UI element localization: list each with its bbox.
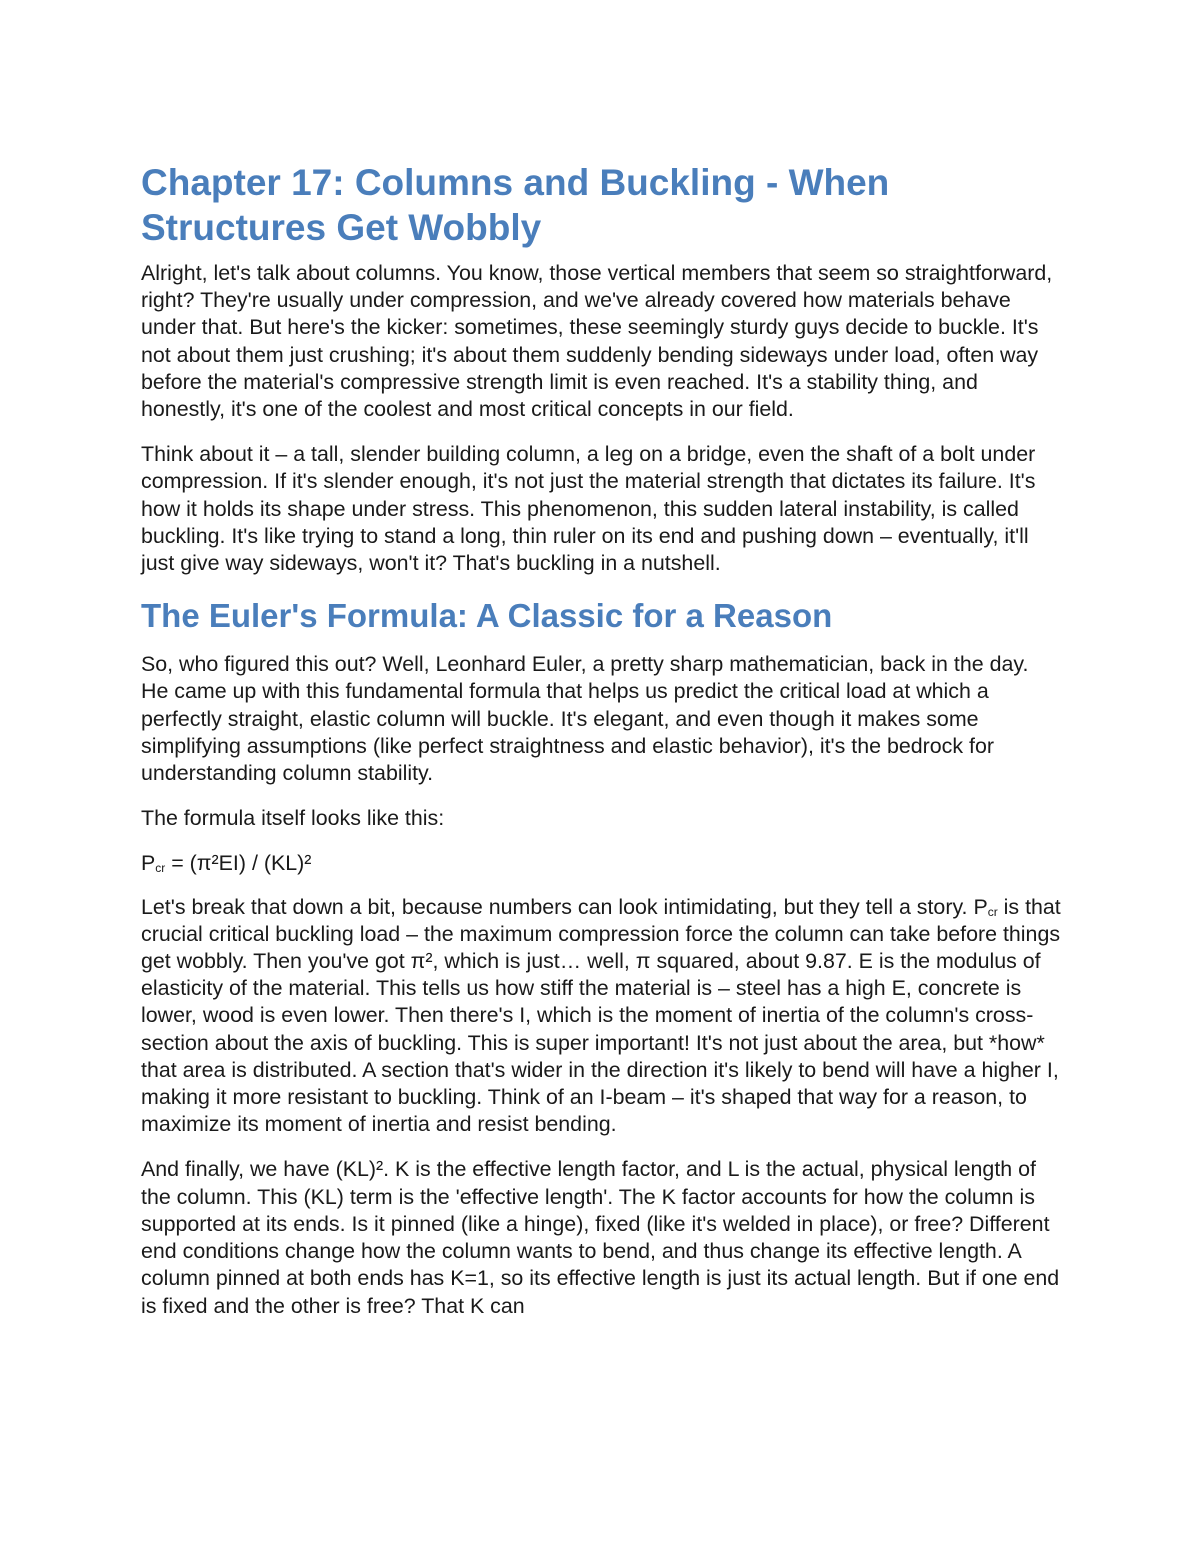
formula-symbol: P [141, 851, 156, 876]
euler-paragraph-2: The formula itself looks like this: [141, 806, 445, 831]
section-heading-euler: The Euler's Formula: A Classic for a Reason [141, 597, 833, 635]
chapter-title: Chapter 17: Columns and Buckling - When Structures Get Wobbly [141, 162, 890, 248]
formula-expression: = (π²EI) / (KL)² [165, 851, 312, 876]
euler-paragraph-4: And finally, we have (KL)². K is the effective length factor, and L is the actual, physical length of the column. This (KL) term is the 'effective length'. The K factor accounts for how the column is supported at its ends. Is it pinned (like a hinge), fixed (like it's welded in place), or free? Different end conditions change how the column wants to bend, and thus change its effective length. A column pinned at both ends has K=1, so its effective length is just its actual length. But if one end is fixed and the other is free? That K can [141, 1157, 1060, 1318]
euler-paragraph-1: So, who figured this out? Well, Leonhard Euler, a pretty sharp mathematician, back in the day. He came up with this fundamental formula that helps us predict the critical load at which a perfectly straight, elastic column will buckle. It's elegant, and even though it makes some simplifying assumptions (like perfect straightness and elastic behavior), it's the bedrock for understanding column stability. [141, 652, 1029, 786]
formula-subscript: cr [155, 861, 166, 876]
inline-subscript: cr [987, 904, 998, 919]
paragraph-body: is that crucial critical buckling load – the maximum compression force the column can take before things get wobbly. Then you've got π², which is just… well, π squared, about 9.87. E is the modulus of elasticity of the material. This tells us how stiff the material is – steel has a high E, concrete is lower, wood is even lower. Then there's I, which is the moment of inertia of the column's cross-section about the axis of buckling. This is super important! It's not just about the area, but *how* that area is distributed. A section that's wider in the direction it's likely to bend will have a higher I, making it more resistant to buckling. Think of an I-beam – it's shaped that way for a reason, to maximize its moment of inertia and resist bending. [141, 894, 1061, 1137]
intro-paragraph-1: Alright, let's talk about columns. You know, those vertical members that seem so straightforward, right? They're usually under compression, and we've already covered how materials behave under that. But here's the kicker: sometimes, these seemingly sturdy guys decide to buckle. It's not about them just crushing; it's about them suddenly bending sideways under load, often way before the material's compressive strength limit is even reached. It's a stability thing, and honestly, it's one of the coolest and most critical concepts in our field. [141, 261, 1053, 422]
inline-symbol: P [973, 894, 988, 919]
paragraph-lead: Let's break that down a bit, because numbers can look intimidating, but they tell a story. [141, 894, 974, 919]
euler-paragraph-3 [141, 894, 1061, 1139]
document-page [141, 160, 1061, 1338]
intro-paragraph-2: Think about it – a tall, slender building column, a leg on a bridge, even the shaft of a bolt under compression. If it's slender enough, it's not just the material strength that dictates its failure. It's how it holds its shape under stress. This phenomenon, this sudden lateral instability, is called buckling. It's like trying to stand a long, thin ruler on its end and pushing down – eventually, it'll just give way sideways, won't it? That's buckling in a nutshell. [141, 442, 1036, 576]
euler-formula [141, 850, 1061, 877]
